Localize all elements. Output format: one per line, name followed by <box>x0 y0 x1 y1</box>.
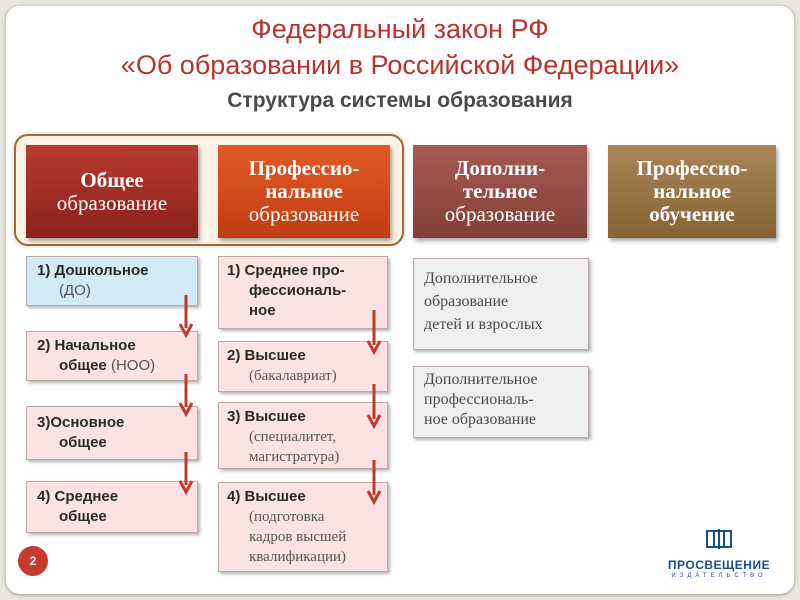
additional-text: Дополнительное <box>424 270 538 287</box>
level-title: 4) Высшее <box>227 488 306 505</box>
professional-level-secondary <box>218 256 388 329</box>
level-title: 1) Среднее про- <box>227 262 345 279</box>
header-text: нальное <box>265 179 343 203</box>
level-subtitle: ное <box>249 302 276 319</box>
level-note: (подготовка <box>249 509 325 525</box>
logo-name: ПРОСВЕЩЕНИЕ <box>667 558 771 572</box>
header-text: тельное <box>462 179 538 203</box>
level-note: (бакалавриат) <box>249 368 337 384</box>
header-text: образование <box>56 190 168 215</box>
professional-level-higher-qualification <box>218 482 388 572</box>
additional-text: ное образование <box>424 411 536 428</box>
down-arrow-icon <box>366 460 382 506</box>
level-note: магистратура) <box>249 449 340 465</box>
level-note: кадров высшей <box>249 529 347 545</box>
header-text: образование <box>444 202 556 226</box>
level-title: 3)Основное <box>37 414 125 431</box>
level-abbr: (НОО) <box>110 357 156 374</box>
additional-children-adults <box>413 258 589 350</box>
general-level-basic <box>26 406 198 460</box>
general-level-primary <box>26 331 198 381</box>
header-text: Дополни- <box>454 156 546 180</box>
logo-emblem-icon <box>704 528 734 550</box>
down-arrow-icon <box>178 374 194 418</box>
additional-text: образование <box>424 293 509 310</box>
level-subtitle: общее <box>59 434 107 451</box>
header-text: Общее <box>80 167 144 192</box>
title-line-2: «Об образовании в Российской Федерации» <box>120 50 680 80</box>
header-professional-education <box>218 145 390 238</box>
professional-level-bachelor <box>218 341 388 392</box>
header-professional-training <box>608 145 776 238</box>
level-title: 4) Среднее <box>37 488 119 505</box>
header-general-education <box>26 145 198 238</box>
down-arrow-icon <box>366 310 382 356</box>
level-abbr: (ДО) <box>59 282 91 299</box>
slide-number-badge: 2 <box>18 546 48 576</box>
down-arrow-icon <box>178 295 194 339</box>
additional-text: Дополнительное <box>424 371 538 388</box>
additional-text: профессиональ- <box>424 391 534 408</box>
professional-level-specialist-master <box>218 402 388 469</box>
header-text: Профессио- <box>636 156 748 180</box>
additional-text: детей и взрослых <box>424 316 543 333</box>
level-subtitle: общее <box>59 508 107 525</box>
header-text: обучение <box>649 202 735 226</box>
header-text: образование <box>248 202 360 226</box>
general-level-preschool <box>26 256 198 306</box>
down-arrow-icon <box>366 384 382 430</box>
level-title: 1) Дошкольное <box>37 262 149 279</box>
general-level-secondary <box>26 481 198 533</box>
title-line-1: Федеральный закон РФ <box>251 14 549 44</box>
level-title: 2) Высшее <box>227 347 306 364</box>
logo-subtitle: ИЗДАТЕЛЬСТВО <box>671 573 767 579</box>
level-note: (специалитет, <box>249 429 337 445</box>
level-note: квалификации) <box>249 549 347 565</box>
down-arrow-icon <box>178 452 194 496</box>
level-title: 3) Высшее <box>227 408 306 425</box>
additional-professional <box>413 366 589 438</box>
prosveshchenie-logo <box>660 528 778 584</box>
level-subtitle: общее <box>59 357 107 374</box>
header-additional-education <box>413 145 587 238</box>
header-text: нальное <box>653 179 731 203</box>
level-subtitle: фессиональ- <box>249 282 347 299</box>
header-text: Профессио- <box>248 156 360 180</box>
level-title: 2) Начальное <box>37 337 136 354</box>
subtitle: Структура системы образования <box>227 89 573 112</box>
